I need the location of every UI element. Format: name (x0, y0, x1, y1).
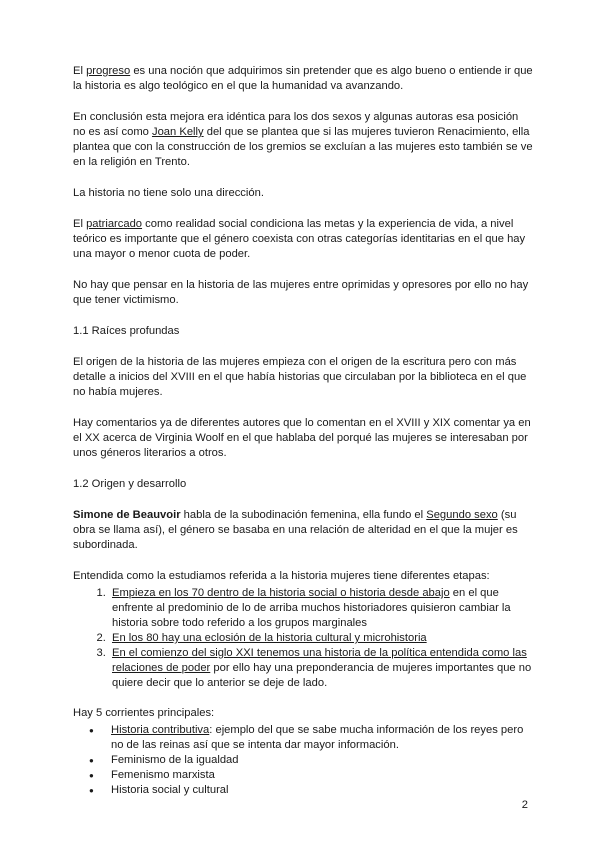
paragraph-victimismo: No hay que pensar en la historia de las mujeres entre oprimidas y opresores por ello no hay que tener victimismo. (73, 279, 529, 306)
paragraph-patriarcado: El patriarcado como realidad social condiciona las metas y la experiencia de vida, a nivel teórico es importante que el género coexista con otras categorías identitarias en el que hay una mayor o menor cuota de poder. (73, 218, 526, 260)
stages-list (73, 586, 533, 691)
underlined-term: Segundo sexo (426, 509, 498, 521)
list-item: 1. Empieza en los 70 dentro de la historia social o historia desde abajo en el que enfrente al predominio de lo de arriba muchos historiadores quisieron cambiar la historia sobre todo referido a los grupos marginales (109, 586, 533, 631)
paragraph-beauvoir: Simone de Beauvoir habla de la subodinación femenina, ella fundo el Segundo sexo (su obra se llama así), el género se basaba en una relación de alteridad en el que la mujer es subordinada. (73, 509, 518, 551)
paragraph-direccion: La historia no tiene solo una dirección. (73, 187, 264, 199)
list-item: ● Historia contributiva: ejemplo del que se sabe mucha información de los reyes pero no de las reinas así que se intenta dar mayor información. (109, 723, 533, 753)
list-item: 2. En los 80 hay una eclosión de la historia cultural y microhistoria (109, 631, 533, 646)
list-item: ● Femenismo marxista (109, 768, 533, 783)
paragraph-corrientes: Hay 5 corrientes principales: (73, 707, 215, 719)
list-item: ● Feminismo de la igualdad (109, 753, 533, 768)
paragraph-comentarios: Hay comentarios ya de diferentes autores que lo comentan en el XVIII y XIX comentar ya en el XX acerca de Virginia Woolf en el que hablaba del porqué las mujeres se interesaban por unos géneros literarios a otros. (73, 417, 531, 459)
section-heading-1-2: 1.2 Origen y desarrollo (73, 478, 187, 490)
underlined-term: Joan Kelly (151, 126, 204, 138)
paragraph-origen: El origen de la historia de las mujeres empieza con el origen de la escritura pero con más detalle a inicios del XVIII en el que había historias que circulaban por la biblioteca en el que no había mujeres. (73, 356, 527, 398)
paragraph-conclusion: En conclusión esta mejora era idéntica para los dos sexos y algunas autoras esa posición no es así como Joan Kelly del que se plantea que si las mujeres tuvieron Renacimiento, ella plantea que con la construcción de los gremios se excluían a las mujeres esto también se ve en la religión en Trento. (73, 111, 533, 168)
list-item: 3. En el comienzo del siglo XXI tenemos una historia de la política entendida como las relaciones de poder por ello hay una preponderancia de mujeres importantes que no quiere decir que lo anterior se deje de lado. (109, 646, 533, 691)
paragraph-etapas: Entendida como la estudiamos referida a la historia mujeres tiene diferentes etapas: (73, 570, 490, 582)
underlined-term: progreso (86, 65, 131, 77)
page-number: 2 (521, 799, 528, 811)
document-page (73, 64, 533, 798)
list-item: ● Historia social y cultural (109, 783, 533, 798)
underlined-term: patriarcado (86, 218, 143, 230)
paragraph-progreso: El progreso es una noción que adquirimos sin pretender que es algo bueno o entiende ir que la historia es algo teológico en el que la humanidad va avanzando. (73, 65, 533, 92)
section-heading-1-1: 1.1 Raíces profundas (73, 325, 180, 337)
currents-list (73, 723, 533, 798)
